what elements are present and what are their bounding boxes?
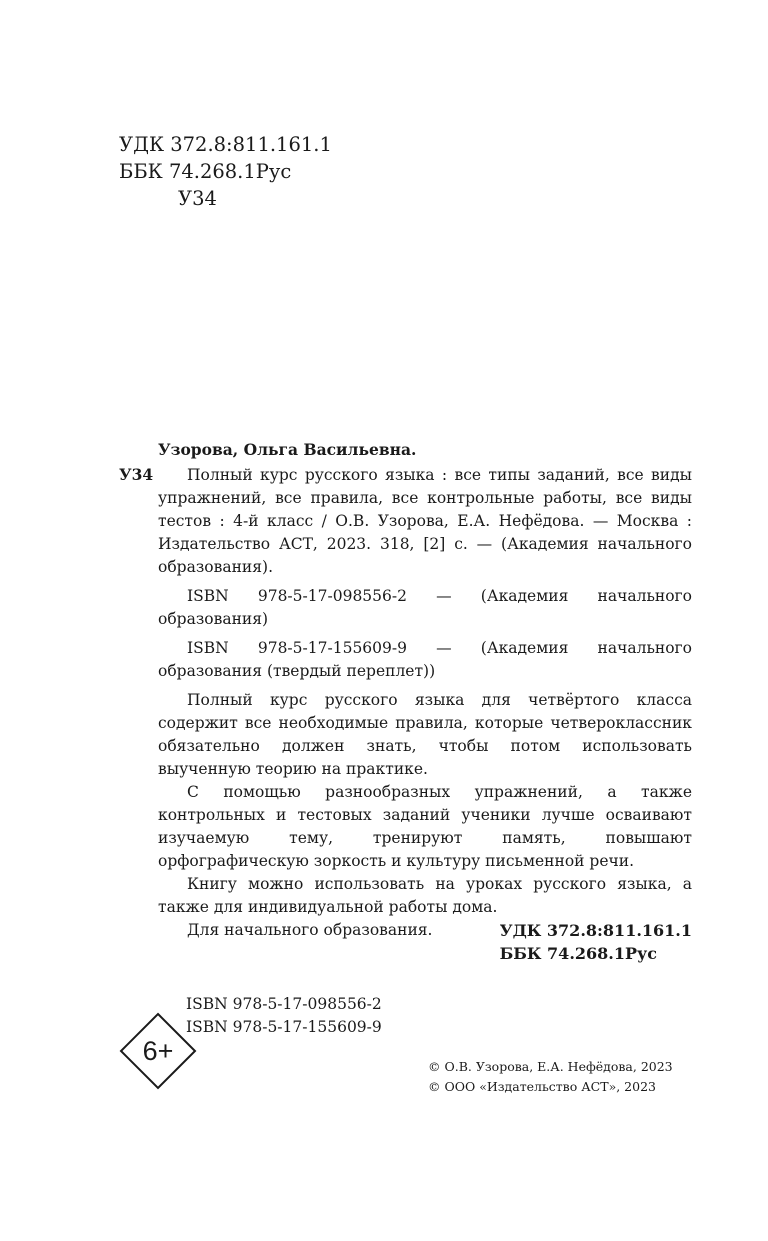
bbk-code: ББК 74.268.1Рус: [499, 944, 657, 963]
bbk-code: ББК 74.268.1Рус: [119, 160, 292, 183]
isbn-entry: ISBN 978-5-17-155609-9 — (Академия начального образования (твердый переплет)): [158, 639, 692, 680]
annotation-paragraph: Для начального образования.: [187, 921, 433, 939]
age-rating-badge: [119, 1012, 197, 1090]
isbn-entry: ISBN 978-5-17-098556-2 — (Академия начального образования): [158, 587, 692, 628]
bibliographic-description: Полный курс русского языка : все типы заданий, все виды упражнений, все правила, все контрольные работы, все виды тестов : 4-й класс / О.В. Узорова, Е.А. Нефёдова. — Москва : Издательство АСТ, 2023. 318, [2] с. — (Академия начального образования).: [158, 466, 692, 576]
footer-classification-codes: [500, 919, 692, 965]
cutter-code: У34: [178, 187, 217, 210]
isbn-number: ISBN 978-5-17-098556-2: [186, 995, 382, 1013]
isbn-number: ISBN 978-5-17-155609-9: [186, 1018, 382, 1036]
author-heading: Узорова, Ольга Васильевна.: [158, 440, 417, 459]
udk-code: УДК 372.8:811.161.1: [119, 133, 332, 156]
age-rating-label: 6+: [142, 1036, 174, 1066]
isbn-list: [186, 993, 382, 1039]
cutter-code-margin: У34: [119, 465, 154, 484]
copyright-block: [428, 1057, 673, 1097]
annotation-paragraph: Полный курс русского языка для четвёртого класса содержит все необходимые правила, которые четвероклассник обязательно должен знать, чтобы потом использовать выученную теорию на практике.: [158, 691, 692, 778]
catalog-entry-body: [158, 464, 692, 942]
header-classification-codes: [119, 131, 332, 212]
udk-code: УДК 372.8:811.161.1: [499, 921, 692, 940]
copyright-line: © ООО «Издательство АСТ», 2023: [428, 1079, 656, 1094]
annotation-paragraph: Книгу можно использовать на уроках русского языка, а также для индивидуальной работы дома.: [158, 875, 692, 916]
annotation-paragraph: С помощью разнообразных упражнений, а также контрольных и тестовых заданий ученики лучше осваивают изучаемую тему, тренируют память, повышают орфографическую зоркость и культуру письменной речи.: [158, 783, 692, 870]
copyright-line: © О.В. Узорова, Е.А. Нефёдова, 2023: [428, 1059, 673, 1074]
